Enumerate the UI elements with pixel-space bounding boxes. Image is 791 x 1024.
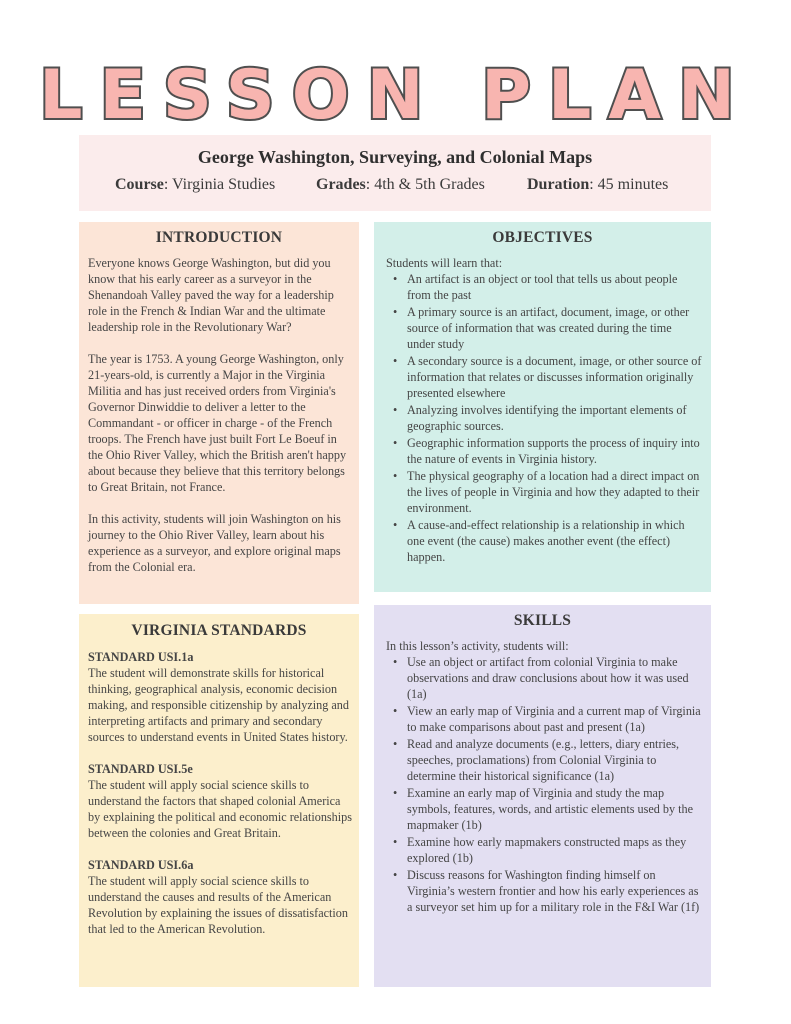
objectives-section (374, 222, 711, 592)
standard-block (88, 857, 352, 937)
introduction-paragraph: The year is 1753. A young George Washington, only 21-years-old, is currently a Major in the Virginia Militia and has just received orders from Virginia's Governor Dinwiddie to deliver a letter to the Commandant - or officer in charge - of the French troops. The French have just built Fort Le Boeuf in the Ohio River Valley, which the British aren't happy about because they believe that this territory belongs to Great Britain, not France. (88, 352, 347, 494)
grades-value: : 4th & 5th Grades (365, 176, 485, 193)
list-item: • Examine an early map of Virginia and study the map symbols, features, words, and artistic elements used by the mapmaker (1b) (407, 785, 702, 833)
list-item: • The physical geography of a location had a direct impact on the lives of people in Virginia and how they adapted to their environment. (407, 468, 702, 516)
list-item: • Geographic information supports the process of inquiry into the nature of events in Virginia history. (407, 435, 702, 467)
course-value: : Virginia Studies (163, 176, 276, 193)
standards-body (88, 649, 352, 953)
standard-heading: STANDARD USI.6a (88, 858, 194, 872)
objectives-body (386, 255, 702, 566)
introduction-title: INTRODUCTION (155, 229, 283, 246)
page-title: LESSON PLAN (39, 56, 752, 135)
list-item: • An artifact is an object or tool that tells us about people from the past (407, 271, 702, 303)
introduction-section (79, 222, 359, 604)
standard-text: The student will apply social science skills to understand the causes and results of the American Revolution by explaining the issues of dissatisfaction that led to the American Revolution. (88, 874, 348, 936)
objectives-intro: Students will learn that: (386, 256, 503, 270)
standards-title: VIRGINIA STANDARDS (131, 622, 307, 639)
skills-title: SKILLS (513, 612, 572, 629)
standard-heading: STANDARD USI.1a (88, 650, 194, 664)
list-item: • A secondary source is a document, image, or other source of information that relates or discusses information originally presented elsewhere (407, 353, 702, 401)
standard-heading: STANDARD USI.5e (88, 762, 193, 776)
list-item: • Discuss reasons for Washington finding himself on Virginia’s western frontier and how his early experiences as a surveyor set him up for a military role in the F&I War (1f) (407, 867, 702, 915)
objectives-list (386, 271, 702, 565)
skills-body (386, 638, 702, 916)
standard-text: The student will apply social science skills to understand the factors that shaped colonial America by explaining the political and economic relationships between the colonies and Great Britain. (88, 778, 352, 840)
list-item: • Use an object or artifact from colonial Virginia to make observations and draw conclusions about how it was used (1a) (407, 654, 702, 702)
course-label: Course (115, 176, 164, 193)
standard-block (88, 649, 352, 745)
skills-intro: In this lesson’s activity, students will: (386, 639, 569, 653)
duration-value: : 45 minutes (589, 176, 669, 193)
skills-list (386, 654, 702, 915)
standards-section (79, 614, 359, 987)
list-item: • Analyzing involves identifying the important elements of geographic sources. (407, 402, 702, 434)
skills-section (374, 605, 711, 987)
duration-info (527, 176, 668, 194)
grades-info (316, 176, 485, 194)
list-item: • Examine how early mapmakers constructed maps as they explored (1b) (407, 834, 702, 866)
lesson-title: George Washington, Surveying, and Colonial Maps (197, 147, 593, 167)
list-item: • A primary source is an artifact, document, image, or other source of information that was created during the time under study (407, 304, 702, 352)
introduction-body (88, 255, 352, 591)
objectives-title: OBJECTIVES (492, 229, 593, 246)
list-item: • A cause-and-effect relationship is a relationship in which one event (the cause) makes another event (the effect) happen. (407, 517, 702, 565)
standard-block (88, 761, 352, 841)
lesson-header (79, 135, 711, 211)
introduction-paragraph: In this activity, students will join Washington on his journey to the Ohio River Valley, learn about his experience as a surveyor, and explore original maps from the Colonial era. (88, 512, 341, 574)
list-item: • View an early map of Virginia and a current map of Virginia to make comparisons about past and present (1a) (407, 703, 702, 735)
list-item: • Read and analyze documents (e.g., letters, diary entries, speeches, proclamations) from Colonial Virginia to determine their historical significance (1a) (407, 736, 702, 784)
duration-label: Duration (527, 176, 590, 193)
course-info (115, 176, 275, 194)
introduction-paragraph: Everyone knows George Washington, but did you know that his early career as a surveyor in the Shenandoah Valley paved the way for a leadership role in the French & Indian War and the ultimate leadership role in the Revolutionary War? (88, 256, 334, 334)
grades-label: Grades (316, 176, 366, 193)
standard-text: The student will demonstrate skills for historical thinking, geographical analysis, economic decision making, and responsible citizenship by analyzing and interpreting artifacts and primary and secondary sources to understand events in United States history. (88, 666, 349, 744)
